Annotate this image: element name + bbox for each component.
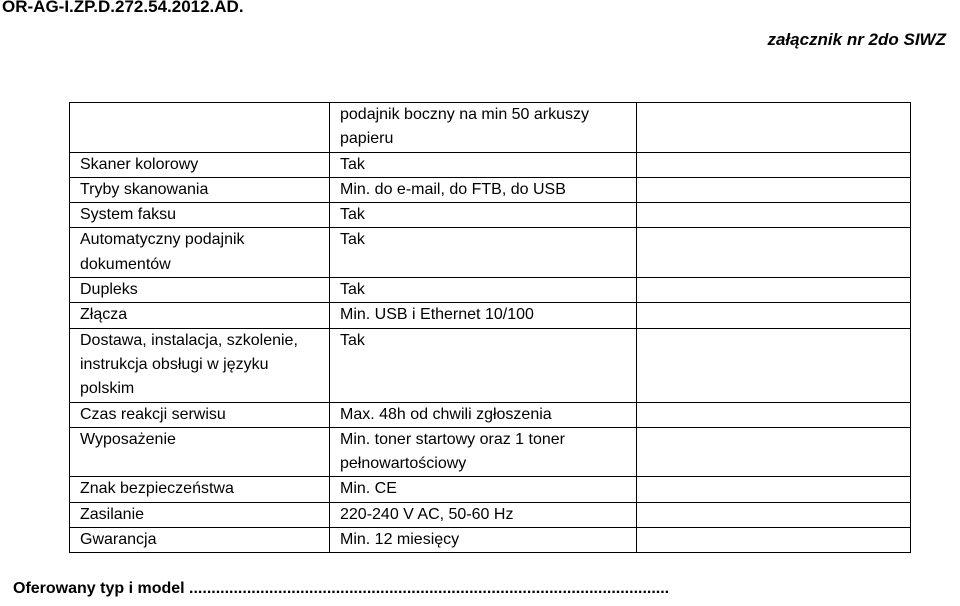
requirement-cell: Min. CE — [330, 477, 637, 502]
offered-value-cell[interactable] — [637, 303, 911, 328]
requirement-cell: Tak — [330, 152, 637, 177]
table-row — [70, 402, 911, 427]
requirement-cell: Tak — [330, 228, 637, 278]
offered-value-cell[interactable] — [637, 177, 911, 202]
offered-value-cell[interactable] — [637, 228, 911, 278]
offered-model-line: Oferowany typ i model ............................................................................................................ — [13, 580, 670, 597]
offered-value-cell[interactable] — [637, 427, 911, 477]
table-row — [70, 303, 911, 328]
parameter-name-cell: Wyposażenie — [70, 427, 330, 477]
offered-value-cell[interactable] — [637, 152, 911, 177]
requirement-cell: Min. toner startowy oraz 1 toner pełnowartościowy — [330, 427, 637, 477]
table-row — [70, 427, 911, 477]
parameter-name-cell — [70, 103, 330, 153]
parameter-name-cell: Tryby skanowania — [70, 177, 330, 202]
requirement-cell: podajnik boczny na min 50 arkuszy papieru — [330, 103, 637, 153]
offered-value-cell[interactable] — [637, 502, 911, 527]
annex-label: załącznik nr 2do SIWZ — [767, 30, 946, 49]
table-row — [70, 228, 911, 278]
offered-value-cell[interactable] — [637, 103, 911, 153]
requirement-cell: Tak — [330, 278, 637, 303]
requirement-cell: Min. do e-mail, do FTB, do USB — [330, 177, 637, 202]
requirement-cell: Tak — [330, 203, 637, 228]
offered-value-cell[interactable] — [637, 477, 911, 502]
parameter-name-cell: Dupleks — [70, 278, 330, 303]
table-row — [70, 328, 911, 402]
table-row — [70, 203, 911, 228]
table-row — [70, 278, 911, 303]
requirement-cell: 220-240 V AC, 50-60 Hz — [330, 502, 637, 527]
offered-value-cell[interactable] — [637, 402, 911, 427]
table-row — [70, 177, 911, 202]
parameter-name-cell: Dostawa, instalacja, szkolenie, instrukcja obsługi w języku polskim — [70, 328, 330, 402]
requirement-cell: Max. 48h od chwili zgłoszenia — [330, 402, 637, 427]
requirement-cell: Tak — [330, 328, 637, 402]
offered-value-cell[interactable] — [637, 328, 911, 402]
parameter-name-cell: Gwarancja — [70, 528, 330, 553]
table-row — [70, 152, 911, 177]
table-row — [70, 477, 911, 502]
parameter-name-cell: Zasilanie — [70, 502, 330, 527]
requirement-cell: Min. USB i Ethernet 10/100 — [330, 303, 637, 328]
parameter-name-cell: Skaner kolorowy — [70, 152, 330, 177]
table-row — [70, 528, 911, 553]
offered-value-cell[interactable] — [637, 278, 911, 303]
parameter-name-cell: Automatyczny podajnik dokumentów — [70, 228, 330, 278]
table-row — [70, 103, 911, 153]
specification-table — [69, 102, 911, 553]
parameter-name-cell: Znak bezpieczeństwa — [70, 477, 330, 502]
offered-value-cell[interactable] — [637, 203, 911, 228]
document-reference-number: OR-AG-I.ZP.D.272.54.2012.AD. — [2, 0, 244, 16]
offered-value-cell[interactable] — [637, 528, 911, 553]
parameter-name-cell: System faksu — [70, 203, 330, 228]
parameter-name-cell: Złącza — [70, 303, 330, 328]
requirement-cell: Min. 12 miesięcy — [330, 528, 637, 553]
table-row — [70, 502, 911, 527]
parameter-name-cell: Czas reakcji serwisu — [70, 402, 330, 427]
